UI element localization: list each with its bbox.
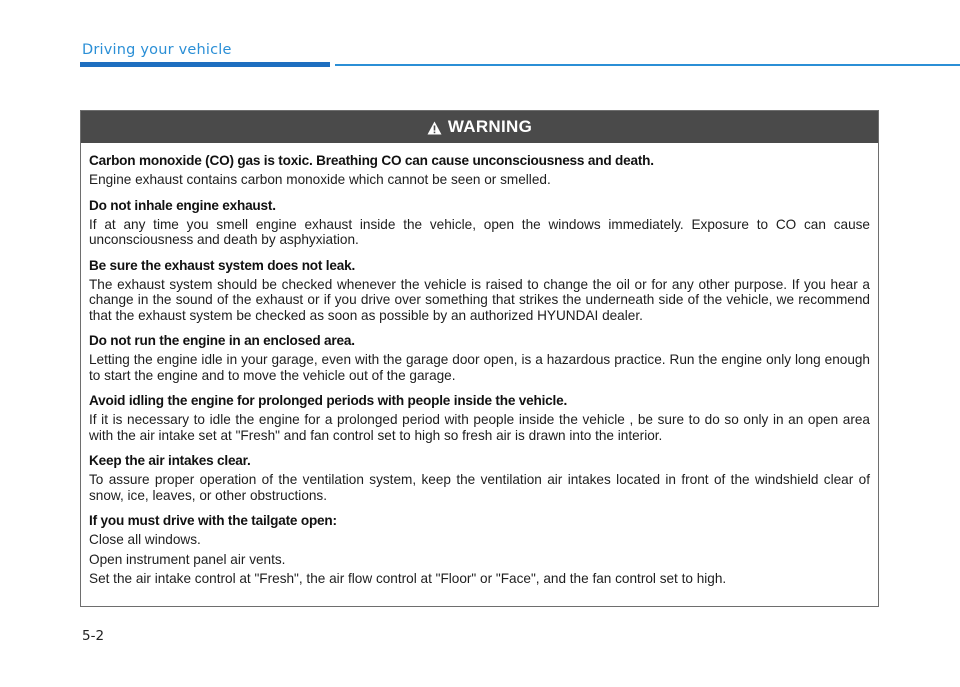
warning-block-co bbox=[89, 152, 870, 188]
section-rule-thick bbox=[80, 62, 330, 67]
block-text: If it is necessary to idle the engine for a prolonged period with people inside the vehicle , be sure to do so only in an open area with the air intake set at "Fresh" and fan control set to high so fresh air is drawn into the interior. bbox=[89, 412, 870, 443]
block-title: If you must drive with the tailgate open: bbox=[89, 513, 337, 528]
warning-block-tailgate bbox=[89, 512, 870, 587]
tailgate-line: Set the air intake control at "Fresh", the air flow control at "Floor" or "Face", and the fan control set to high. bbox=[89, 571, 727, 586]
block-title: Avoid idling the engine for prolonged periods with people inside the vehicle. bbox=[89, 393, 568, 408]
block-text: Letting the engine idle in your garage, even with the garage door open, is a hazardous practice. Run the engine only long enough to start the engine and to move the vehicle out of the garage. bbox=[89, 352, 870, 383]
section-title: Driving your vehicle bbox=[82, 42, 232, 58]
warning-block-leak bbox=[89, 257, 870, 324]
block-title: Do not run the engine in an enclosed area. bbox=[89, 333, 355, 348]
warning-box bbox=[80, 110, 879, 607]
block-title: Keep the air intakes clear. bbox=[89, 453, 251, 468]
warning-block-inhale bbox=[89, 197, 870, 248]
section-rule-thin bbox=[335, 64, 960, 66]
tailgate-line: Open instrument panel air vents. bbox=[89, 551, 286, 567]
tailgate-line: Close all windows. bbox=[89, 532, 201, 547]
warning-label: WARNING bbox=[447, 117, 533, 136]
block-text: If at any time you smell engine exhaust inside the vehicle, open the windows immediately. Exposure to CO can cause unconsciousness and death by asphyxiation. bbox=[89, 216, 870, 247]
warning-triangle-icon bbox=[427, 120, 442, 134]
block-title: Do not inhale engine exhaust. bbox=[89, 197, 276, 213]
block-text: To assure proper operation of the ventilation system, keep the ventilation air intakes located in front of the windshield clear of snow, ice, leaves, or other obstructions. bbox=[89, 472, 870, 503]
warning-body bbox=[81, 143, 878, 587]
warning-block-enclosed bbox=[89, 332, 870, 383]
block-text: The exhaust system should be checked whenever the vehicle is raised to change the oil or for any other purpose. If you hear a change in the sound of the exhaust or if you drive over something that strikes the underneath side of the vehicle, we recommend that the exhaust system be checked as soon as possible by an authorized HYUNDAI dealer. bbox=[89, 276, 870, 323]
warning-header bbox=[81, 111, 878, 143]
block-title: Be sure the exhaust system does not leak. bbox=[89, 257, 356, 273]
warning-block-intakes bbox=[89, 452, 870, 503]
page-number: 5-2 bbox=[82, 628, 105, 644]
warning-block-idling bbox=[89, 392, 870, 443]
block-text: Engine exhaust contains carbon monoxide which cannot be seen or smelled. bbox=[89, 172, 551, 187]
block-title: Carbon monoxide (CO) gas is toxic. Breathing CO can cause unconsciousness and death. bbox=[89, 153, 654, 168]
